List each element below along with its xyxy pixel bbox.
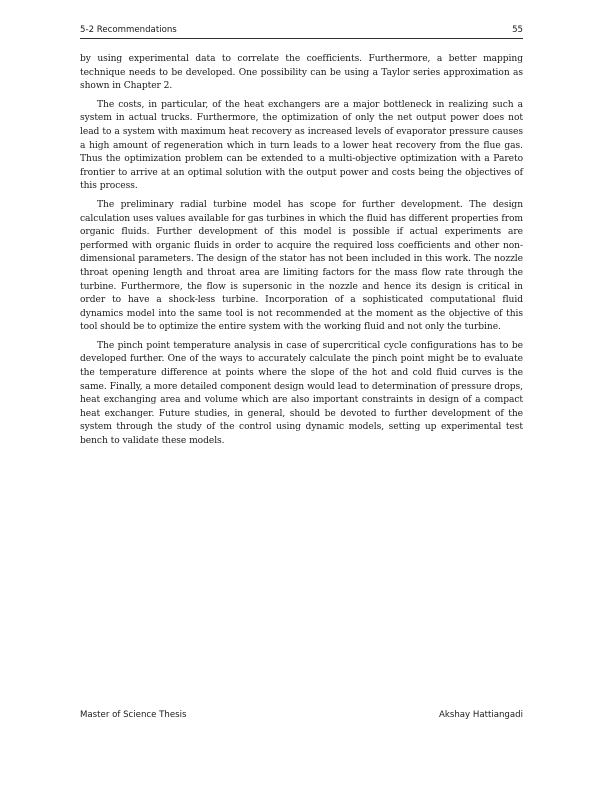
page-number: 55 — [512, 25, 523, 35]
paragraph-continuation: by using experimental data to correlate the coefficients. Furthermore, a better mapping technique needs to be developed. One possibility can be using a Taylor series approximation as shown in Chapter 2. — [80, 54, 523, 92]
paragraph-turbine-model: The preliminary radial turbine model has scope for further development. The design calculation uses values available for gas turbines in which the fluid has different properties from organic fluids. Further development of this model is possible if actual experiments are performed with organic fluids in order to acquire the required loss coefficients and other non-dimensional parameters. The design of the stator has not been included in this work. The nozzle throat opening length and throat area are limiting factors for the mass flow rate through the turbine. Furthermore, the flow is supersonic in the nozzle and hence its design is critical in order to have a shock-less turbine. Incorporation of a sophisticated computational fluid dynamics model into the same tool is not recommended at the moment as the objective of this tool should be to optimize the entire system with the working fluid and not only the turbine. — [80, 199, 523, 333]
section-title: 5-2 Recommendations — [80, 25, 177, 35]
running-header — [80, 24, 523, 39]
paragraph-pinch-point: The pinch point temperature analysis in case of supercritical cycle configurations has to be developed further. One of the ways to accurately calculate the pinch point might be to evaluate the temperature difference at points where the slope of the hot and cold fluid curves is the same. Finally, a more detailed component design would lead to determination of pressure drops, heat exchanging area and volume which are also important constraints in design of a compact heat exchanger. Future studies, in general, should be devoted to further development of the system through the study of the control using dynamic models, setting up experimental test bench to validate these models. — [80, 340, 523, 447]
paragraph-costs: The costs, in particular, of the heat exchangers are a major bottleneck in realizing such a system in actual trucks. Furthermore, the optimization of only the net output power does not lead to a system with maximum heat recovery as increased levels of evaporator pressure causes a high amount of regeneration which in turn leads to a lower heat recovery from the flue gas. Thus the optimization problem can be extended to a multi-objective optimization with a Pareto frontier to arrive at an optimal solution with the output power and costs being the objectives of this process. — [80, 99, 523, 192]
body-text — [80, 53, 523, 454]
footer-thesis-label: Master of Science Thesis — [80, 710, 187, 720]
footer-author: Akshay Hattiangadi — [439, 710, 523, 720]
running-footer — [80, 710, 523, 722]
